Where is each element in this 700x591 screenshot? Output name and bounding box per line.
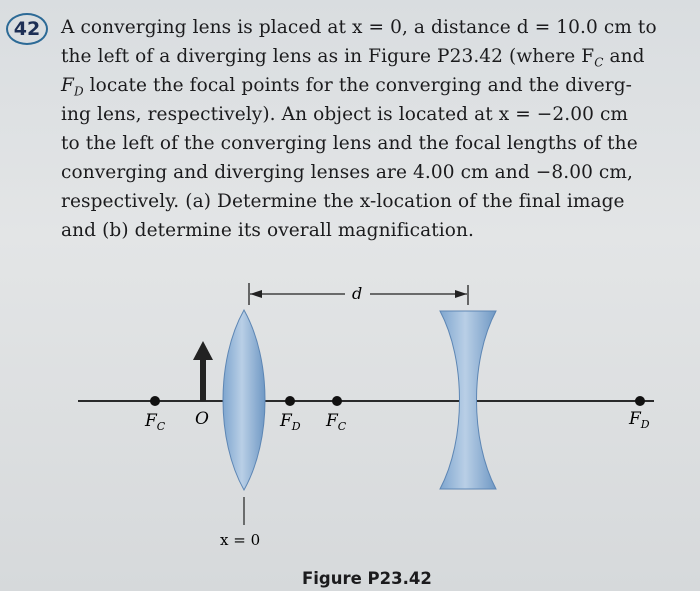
lens-figure: [0, 270, 700, 591]
object-arrow-shaft: [200, 357, 206, 401]
x0-label: x = 0: [220, 531, 261, 549]
problem-line-5: to the left of the converging lens and the focal lengths of the: [61, 133, 638, 154]
point-fd-mid: [285, 396, 295, 406]
label-fd-mid: $F_D$: [280, 411, 301, 433]
label-fd-right: $F_D$: [629, 409, 650, 431]
problem-line-2: the left of a diverging lens as in Figure P23.42 (where $F_C$ and: [61, 46, 645, 70]
figure-caption: Figure P23.42: [302, 569, 432, 588]
problem-text: [0, 0, 700, 260]
problem-line-6: converging and diverging lenses are 4.00 cm and −8.00 cm,: [61, 162, 633, 183]
point-fc-left: [150, 396, 160, 406]
d-arrowhead-right: [455, 290, 467, 298]
problem-line-8: and (b) determine its overall magnification.: [61, 220, 474, 241]
problem-number: 42: [13, 18, 41, 40]
diverging-lens: [440, 311, 496, 489]
d-arrowhead-left: [250, 290, 262, 298]
problem-number-badge: [6, 13, 48, 45]
label-fc-right: $F_C$: [326, 411, 347, 433]
problem-line-3: $F_D$ locate the focal points for the converging and the diverg-: [61, 75, 633, 99]
d-label: d: [352, 284, 363, 303]
problem-line-1: A converging lens is placed at x = 0, a distance d = 10.0 cm to: [61, 17, 657, 38]
point-fd-right: [635, 396, 645, 406]
point-fc-right: [332, 396, 342, 406]
label-object: O: [195, 409, 209, 429]
problem-line-4: ing lens, respectively). An object is located at x = −2.00 cm: [61, 104, 629, 125]
label-fc-left: $F_C$: [145, 411, 166, 433]
converging-lens: [223, 310, 265, 490]
object-arrowhead: [193, 341, 213, 360]
problem-line-7: respectively. (a) Determine the x-location of the final image: [61, 191, 625, 212]
